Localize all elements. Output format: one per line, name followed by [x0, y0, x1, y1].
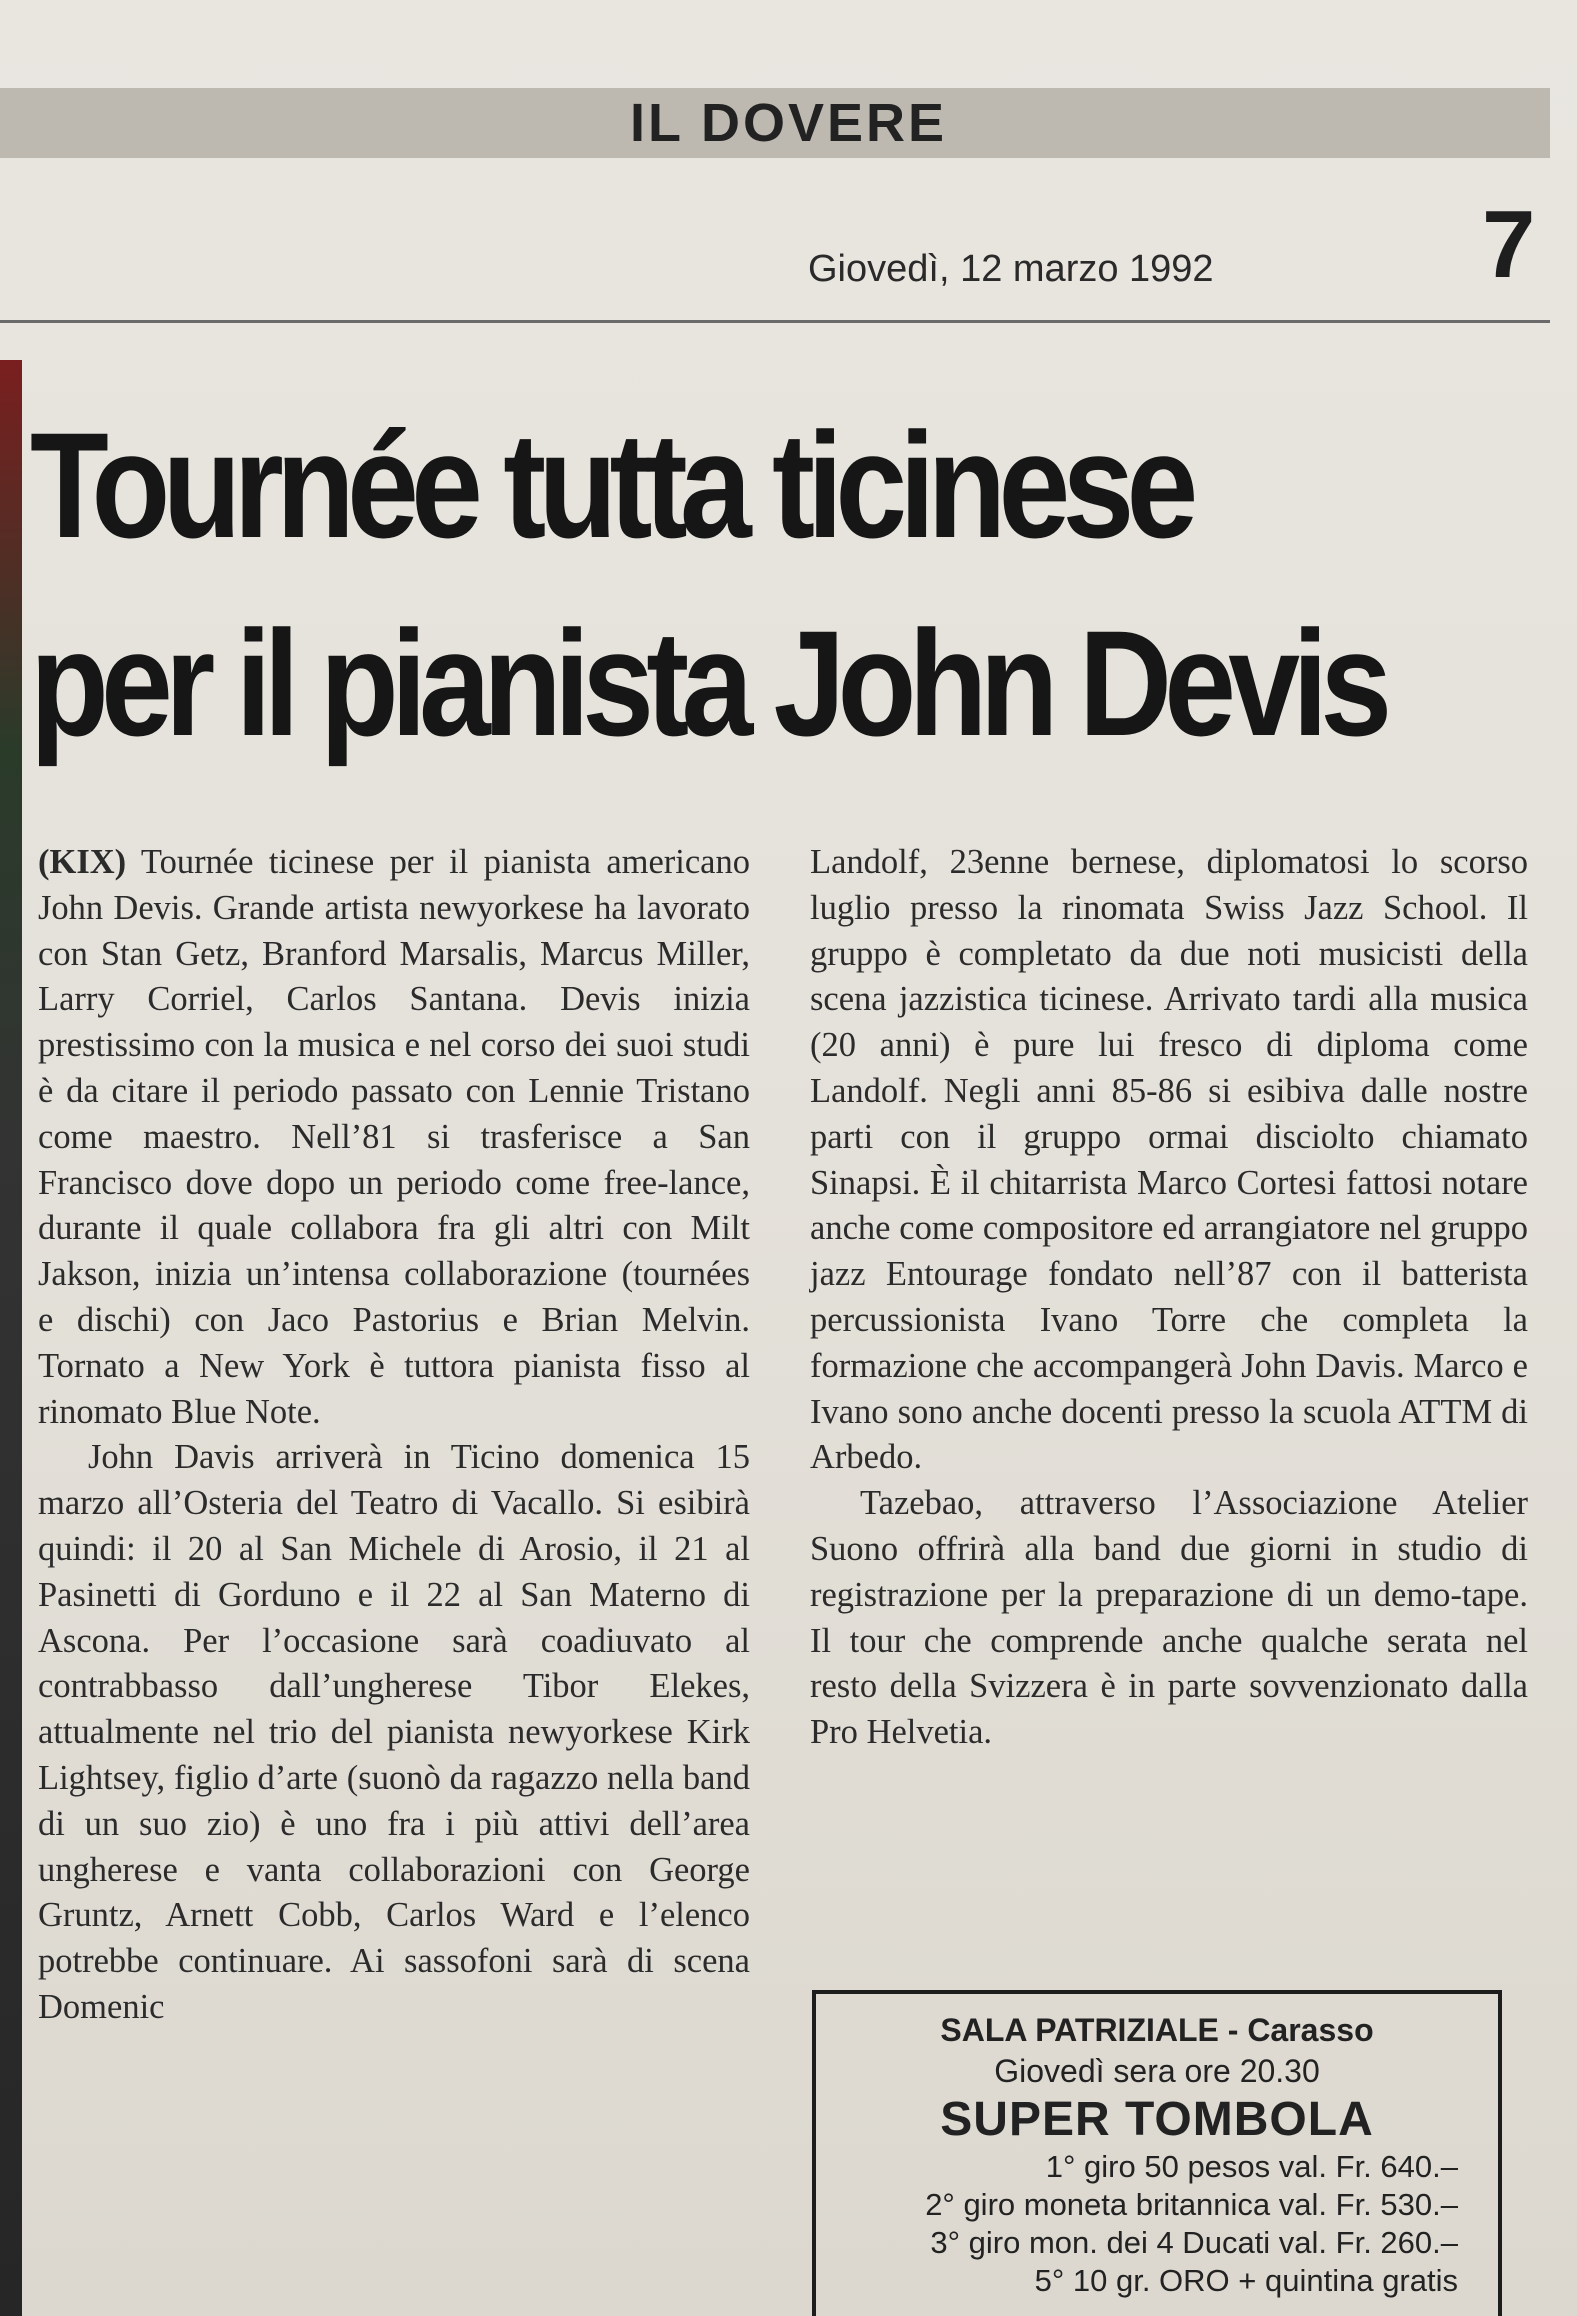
ad-prize: 5° 10 gr. ORO + quintina gratis [1034, 2263, 1458, 2298]
ad-venue: SALA PATRIZIALE [940, 2012, 1219, 2048]
article-paragraph [38, 840, 750, 1435]
ad-prize: 2° giro moneta britannica val. Fr. 530.– [925, 2187, 1458, 2222]
article-paragraph: Landolf, 23enne bernese, diplomatosi lo scorso luglio presso la rinomata Swiss Jazz School. Il gruppo è completato da due noti musicisti della scena jazzistica ticinese. Arrivato tardi alla musica (20 anni) è pure lui fresco di diploma come Landolf. Negli anni 85-86 si esibiva dalle nostre parti con il gruppo ormai disciolto chiamato Sinapsi. È il chitarrista Marco Cortesi fattosi notare anche come compositore ed arrangiatore nel gruppo jazz Entourage fondato nell’87 con il batterista percussionista Ivano Torre che completa la formazione che accompangerà John Davis. Marco e Ivano sono anche docenti presso la scuola ATTM di Arbedo. [810, 843, 1528, 1477]
article-paragraph: John Davis arriverà in Ticino domenica 15 marzo all’Osteria del Teatro di Vacallo. Si esibirà quindi: il 20 al San Michele di Arosio, il 21 al Pasinetti di Gorduno e il 22 al San Materno di Ascona. Per l’occasione sarà coadiuvato al contrabbasso dall’ungherese Tibor Elekes, attualmente nel trio del pianista newyorkese Kirk Lightsey, figlio d’arte (suonò da ragazzo nella band di un suo zio) è uno fra i più attivi dell’area ungherese e vanta collaborazioni con George Gruntz, Arnett Cobb, Carlos Ward e l’elenco potrebbe continuare. Ai sassofoni sarà di scena Domenic [38, 1438, 750, 2026]
dateline: Giovedì, 12 marzo 1992 [808, 248, 1214, 290]
headline [30, 386, 1385, 782]
ad-prize: 3° giro mon. dei 4 Ducati val. Fr. 260.– [930, 2225, 1458, 2260]
article-column-right [810, 840, 1528, 1756]
ad-title: SUPER TOMBOLA [940, 2093, 1374, 2146]
page-number: 7 [1482, 191, 1536, 298]
article-paragraph: Tazebao, attraverso l’Associazione Atelier Suono offrirà alla band due giorni in studio di registrazione per la preparazione di un demo-tape. Il tour che comprende anche qualche serata nel resto della Svizzera è in parte sovvenzionato dalla Pro Helvetia. [810, 1484, 1528, 1752]
article-column-left [38, 840, 750, 2031]
tombola-advertisement [812, 1990, 1502, 2316]
header-rule [0, 320, 1550, 323]
byline-tag: (KIX) [38, 843, 127, 881]
page-edge-shadow [0, 360, 22, 2316]
ad-time: Giovedì sera ore 20.30 [994, 2053, 1320, 2089]
ad-prize: 1° giro 50 pesos val. Fr. 640.– [1045, 2149, 1458, 2184]
ad-town: - Carasso [1227, 2012, 1374, 2048]
headline-line-2: per il pianista John Devis [30, 599, 1385, 767]
paragraph-text: Tournée ticinese per il pianista americano John Devis. Grande artista newyorkese ha lavorato con Stan Getz, Branford Marsalis, Marcus Miller, Larry Corriel, Carlos Santana. Devis inizia prestissimo con la musica e nel corso dei suoi studi è da citare il periodo passato con Lennie Tristano come maestro. Nell’81 si trasferisce a San Francisco dove dopo un periodo come free-lance, durante il quale collabora fra gli altri con Milt Jakson, inizia un’intensa collaborazione (tournées e dischi) con Jaco Pastorius e Brian Melvin. Tornato a New York è tuttora pianista fisso al rinomato Blue Note. [38, 843, 750, 1431]
masthead: IL DOVERE [629, 93, 948, 153]
ad-venue-line [816, 2012, 1498, 2049]
headline-line-1: Tournée tutta ticinese [30, 401, 1191, 569]
